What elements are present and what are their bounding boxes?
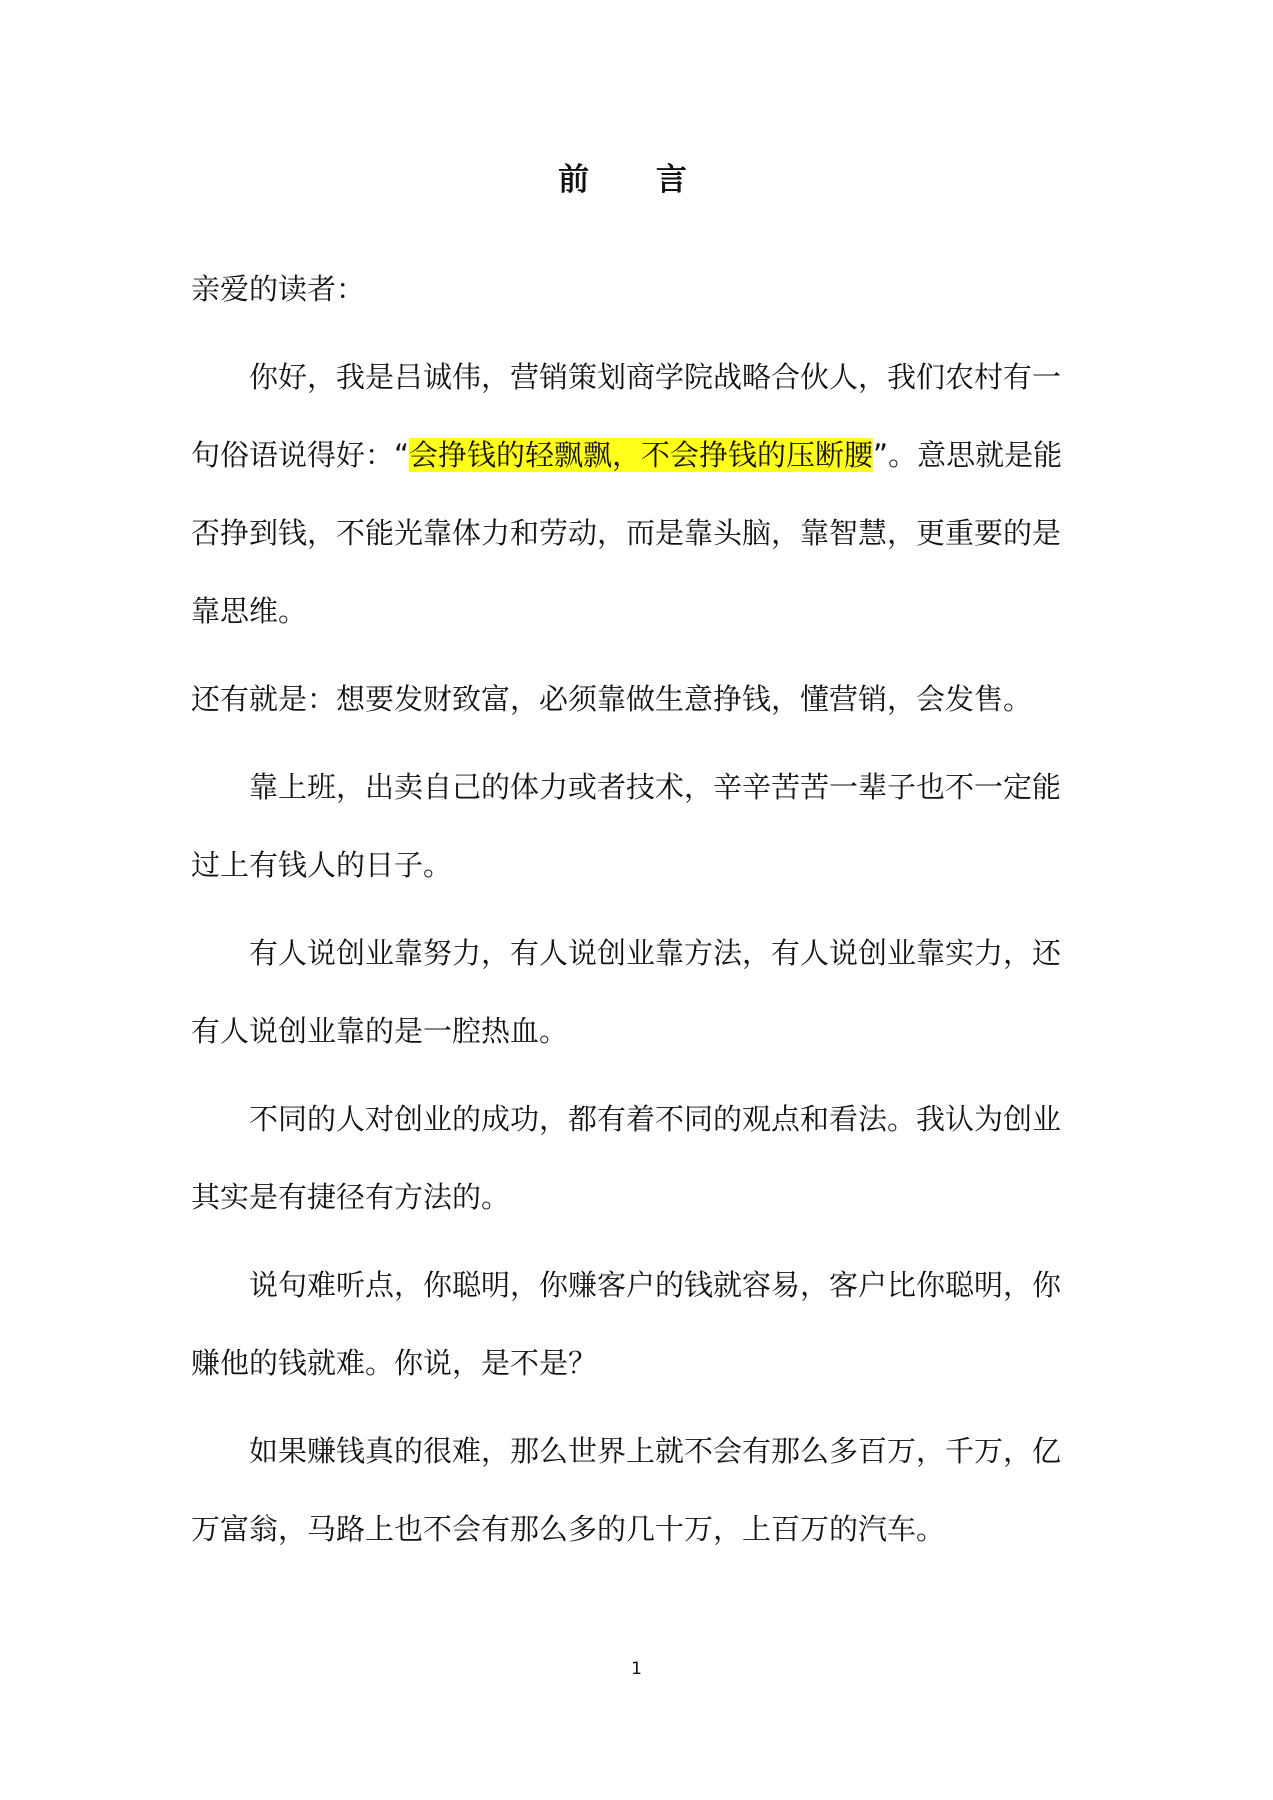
paragraph-work: 靠上班，出卖自己的体力或者技术，辛辛苦苦一辈子也不一定能过上有钱人的日子。 [191,770,1062,882]
paragraph-startup-views: 有人说创业靠努力，有人说创业靠方法，有人说创业靠实力，还有人说创业靠的是一腔热血。 [191,936,1062,1048]
paragraph-millionaires: 如果赚钱真的很难，那么世界上就不会有那么多百万，千万，亿万富翁，马路上也不会有那么多的几十万，上百万的汽车。 [191,1434,1062,1546]
document-body [191,250,1081,1578]
page-number: 1 [631,1659,642,1679]
paragraph-intro-end: ”。意思就是能否挣到钱，不能光靠体力和劳动，而是靠头脑，靠智慧，更重要的是靠思维。 [191,438,1063,628]
highlighted-proverb: 会挣钱的轻飘飘，不会挣钱的压断腰 [409,438,874,472]
page-title: 前 言 [558,162,715,198]
paragraph-intro-start: 你好，我是吕诚伟，营销策划商学院战略合伙人，我们农村有一句俗语说得好：“ [191,360,1062,472]
paragraph-clever-clients: 说句难听点，你聪明，你赚客户的钱就容易，客户比你聪明，你赚他的钱就难。你说，是不是？ [191,1268,1062,1380]
paragraph-startup-method: 不同的人对创业的成功，都有着不同的观点和看法。我认为创业其实是有捷径有方法的。 [191,1102,1062,1214]
paragraph-wealth: 还有就是：想要发财致富，必须靠做生意挣钱，懂营销，会发售。 [191,682,1033,716]
salutation: 亲爱的读者： [191,272,366,306]
paragraph-intro [191,338,1081,650]
